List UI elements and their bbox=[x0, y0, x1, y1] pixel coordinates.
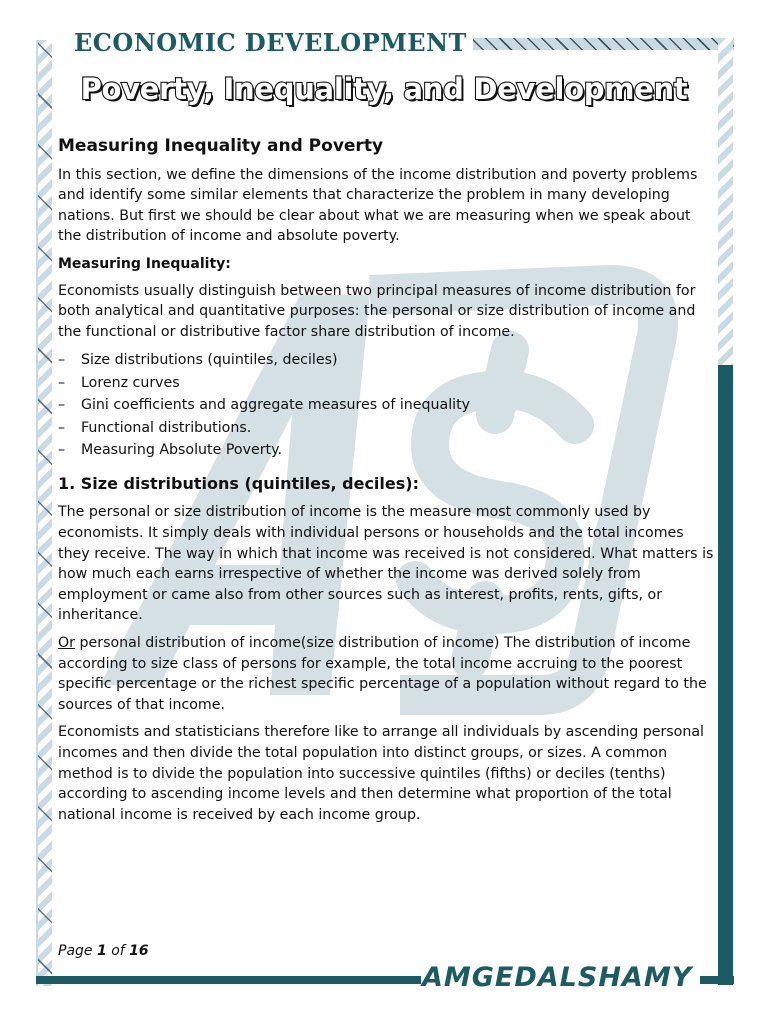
list-item: – Size distributions (quintiles, deciles) bbox=[58, 349, 718, 372]
list-item: – Functional distributions. bbox=[58, 417, 718, 440]
or-underlined: Or bbox=[58, 635, 76, 651]
size-distributions-heading: 1. Size distributions (quintiles, deciles): bbox=[58, 473, 419, 493]
left-decorative-strip bbox=[36, 40, 52, 986]
list-item: – Lorenz curves bbox=[58, 372, 718, 395]
right-accent-bar bbox=[718, 365, 733, 985]
bottom-accent-line bbox=[36, 976, 421, 984]
bottom-accent-line-right bbox=[700, 976, 734, 984]
measures-list bbox=[58, 349, 718, 462]
page-total: 16 bbox=[129, 943, 149, 959]
section-heading: Measuring Inequality and Poverty bbox=[58, 136, 384, 156]
page-word: Page bbox=[58, 943, 93, 959]
document-body bbox=[58, 136, 718, 832]
list-item: – Measuring Absolute Poverty. bbox=[58, 439, 718, 462]
list-item: – Gini coefficients and aggregate measures of inequality bbox=[58, 394, 718, 417]
brand-logo-text: AMGEDALSHAMY bbox=[422, 962, 693, 993]
intro-paragraph: In this section, we define the dimensions of the income distribution and poverty problems and identify some similar elements that characterize the problem in many developing nations. But first we should be clear about what we are measuring when we speak about the distribution of income and absolute poverty. bbox=[58, 166, 698, 245]
size-paragraph-2-text: personal distribution of income(size distribution of income) The distribution of income according to size class of persons for example, the total income accruing to the poorest specific percentage or the richest specific percentage of a population without regard to the sources of that income. bbox=[58, 635, 707, 713]
size-paragraph-1: The personal or size distribution of income is the measure most commonly used by economists. It simply deals with individual persons or households and the total incomes they receive. The way in which that income was received is not considered. What matters is how much each earns irrespective of whether the income was derived solely from employment or came also from other sources such as interest, profits, rents, gifts, or inheritance. bbox=[58, 504, 714, 624]
top-decorative-strip bbox=[468, 38, 734, 50]
measures-paragraph: Economists usually distinguish between two principal measures of income distribution for both analytical and quantitative purposes: the personal or size distribution of income and the functional or distributive factor share distribution of income. bbox=[58, 282, 696, 340]
header-section-title: ECONOMIC DEVELOPMENT bbox=[68, 28, 473, 57]
subheading-measuring-inequality: Measuring Inequality: bbox=[58, 255, 231, 272]
page-number bbox=[58, 943, 149, 959]
size-paragraph-2 bbox=[58, 633, 718, 715]
page-current: 1 bbox=[96, 943, 107, 959]
page-of: of bbox=[111, 943, 125, 959]
size-paragraph-3: Economists and statisticians therefore like to arrange all individuals by ascending personal incomes and then divide the total population into distinct groups, or sizes. A common method is to divide the population into successive quintiles (fifths) or deciles (tenths) according to ascending income levels and then determine what proportion of the total national income is received by each income group. bbox=[58, 724, 704, 823]
page-title: Poverty, Inequality, and Development bbox=[80, 72, 688, 106]
